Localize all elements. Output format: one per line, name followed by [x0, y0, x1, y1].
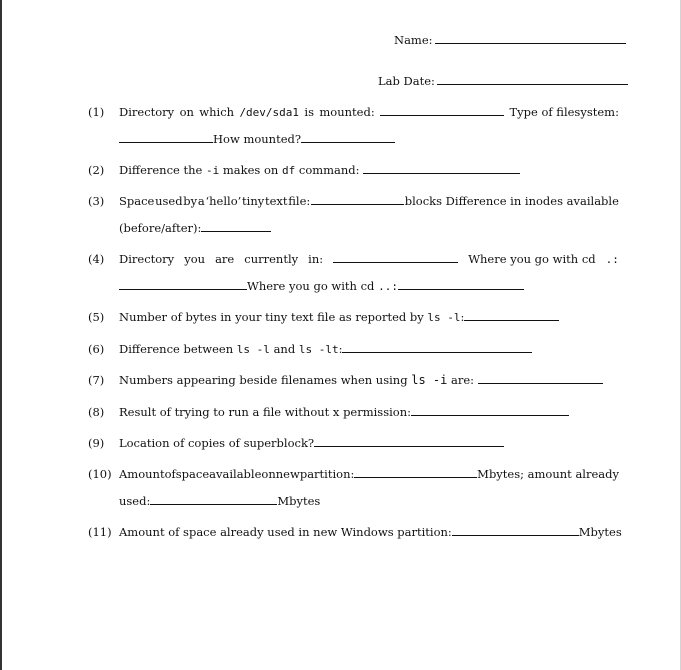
how-mounted-blank[interactable]: [301, 132, 395, 143]
question-number: (2): [88, 163, 105, 177]
question-1-line-2: How mounted?: [119, 132, 619, 146]
question-10-line-2: used: Mbytes: [119, 494, 321, 508]
command-text: /dev/sda1: [239, 106, 300, 119]
answer-blank[interactable]: [411, 405, 569, 416]
question-number: (3): [88, 194, 105, 208]
mount-directory-blank[interactable]: [380, 105, 504, 116]
space-used-blank[interactable]: [150, 494, 277, 505]
question-number: (1): [88, 105, 105, 119]
question-4-line-2: Where you go with cd ..:: [119, 279, 619, 294]
question-number: (6): [88, 342, 105, 356]
name-blank[interactable]: [435, 33, 626, 44]
question-7: Numbers appearing beside filenames when using ls -i are:: [119, 373, 619, 387]
question-number: (10): [88, 467, 112, 481]
inodes-difference-blank[interactable]: [201, 221, 271, 232]
question-number: (4): [88, 252, 105, 266]
question-number: (9): [88, 436, 105, 450]
lab-date-blank[interactable]: [437, 74, 628, 85]
lab-date-label: Lab Date:: [378, 74, 435, 88]
question-10-line-1: Amount of space available on new partition: Mbytes; amount already: [119, 467, 619, 481]
answer-blank[interactable]: [478, 373, 603, 384]
question-number: (5): [88, 310, 105, 324]
space-used-blank[interactable]: [311, 194, 404, 205]
lab-date-field: [378, 74, 628, 88]
page-left-border: [0, 0, 2, 670]
cd-dotdot-blank[interactable]: [398, 279, 524, 290]
windows-space-blank[interactable]: [452, 525, 579, 536]
answer-blank[interactable]: [314, 436, 504, 447]
answer-blank[interactable]: [363, 163, 520, 174]
question-9: Location of copies of superblock?: [119, 436, 619, 450]
question-1-line-1: Directory on which /dev/sda1 is mounted: Type of filesystem:: [119, 105, 619, 119]
current-directory-blank[interactable]: [333, 252, 458, 263]
question-8: Result of trying to run a file without x permission:: [119, 405, 619, 419]
question-2: Difference the -i makes on df command:: [119, 163, 619, 178]
question-4-line-1: Directory you are currently in: Where you go with cd .:: [119, 252, 619, 266]
question-3-line-1: Space used by a ‘hello’ tiny text file: blocks Difference in inodes available: [119, 194, 619, 208]
cd-dot-blank[interactable]: [119, 279, 247, 290]
name-label: Name:: [394, 33, 433, 47]
question-number: (11): [88, 525, 112, 539]
question-11: Amount of space already used in new Windows partition: Mbytes: [119, 525, 622, 539]
space-available-blank[interactable]: [354, 467, 477, 478]
answer-blank[interactable]: [342, 342, 532, 353]
question-6: Difference between ls -l and ls -lt:: [119, 342, 619, 357]
question-number: (7): [88, 373, 105, 387]
question-number: (8): [88, 405, 105, 419]
question-5: Number of bytes in your tiny text file as reported by ls -l:: [119, 310, 619, 325]
filesystem-type-blank[interactable]: [119, 132, 213, 143]
name-field: [394, 33, 626, 47]
question-3-line-2: (before/after):: [119, 221, 619, 235]
answer-blank[interactable]: [464, 310, 559, 321]
